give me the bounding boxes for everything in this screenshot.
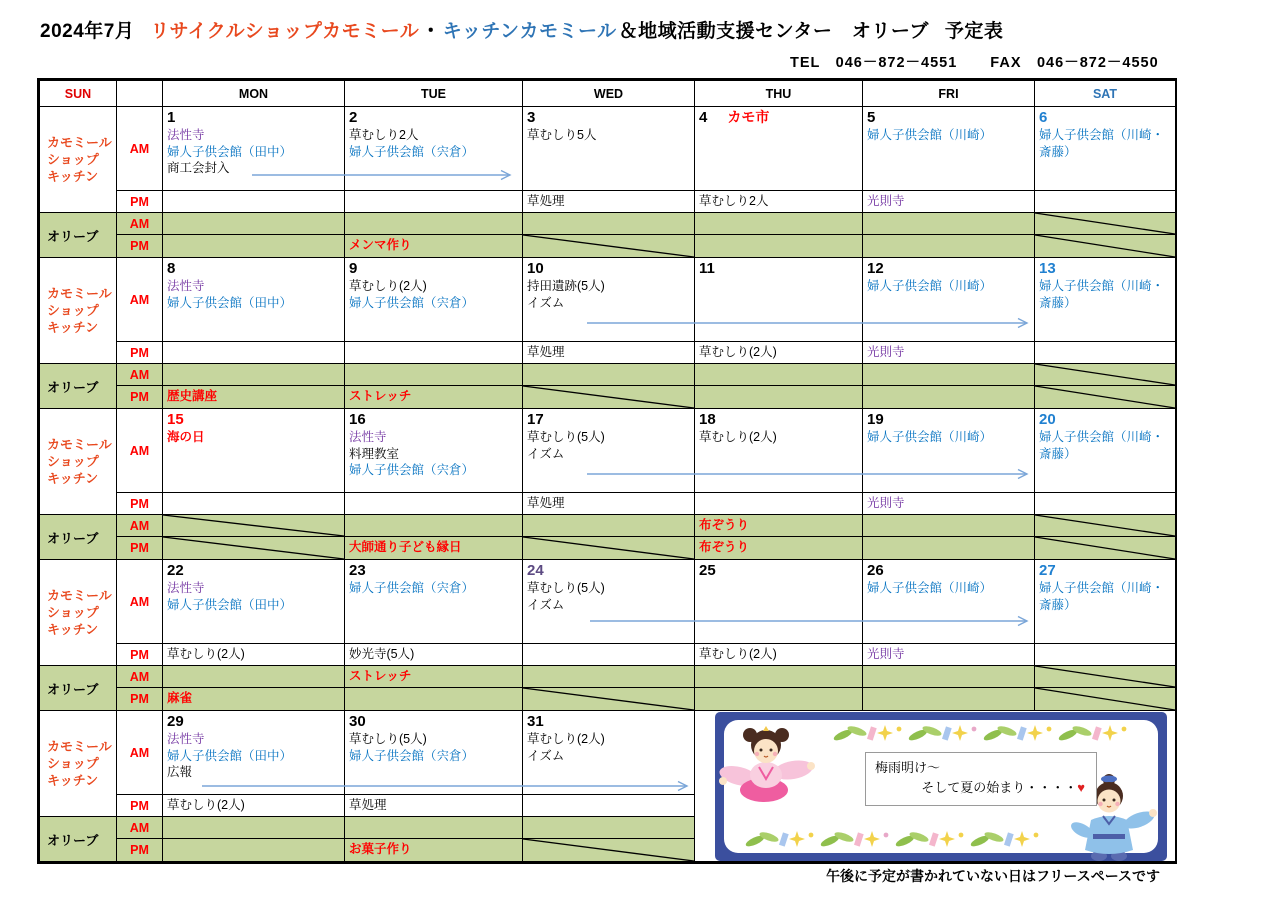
cell-w2-oam-tue [345, 364, 523, 386]
pm-label-w1: PM [117, 191, 163, 213]
cell-w4-pm-fri: 光則寺 [863, 644, 1035, 666]
cell-w2-opm-tue: ストレッチ [345, 386, 523, 409]
crossed-out-line [163, 515, 344, 536]
cell-w2-oam-sat [1035, 364, 1176, 386]
header-mon: MON [163, 81, 345, 107]
message-box [865, 752, 1097, 806]
header-fri: FRI [863, 81, 1035, 107]
olive-pm-label-w3: PM [117, 537, 163, 560]
cell-w4-oam-tue: ストレッチ [345, 666, 523, 688]
cell-w2-oam-wed [523, 364, 695, 386]
olive-pm-label-w2: PM [117, 386, 163, 409]
cell-w1-am-thu: 4 カモ市 [695, 107, 863, 191]
crossed-out-line [523, 839, 694, 861]
am-label-w2: AM [117, 258, 163, 342]
olive-am-label-w2: AM [117, 364, 163, 386]
cell-w4-opm-sat [1035, 688, 1176, 711]
group-label-camomile-w5: カモミール ショップ キッチン [40, 711, 117, 817]
cell-w3-pm-thu [695, 493, 863, 515]
cell-w4-am-fri: 26 婦人子供会館（川崎） [863, 560, 1035, 644]
cell-w4-opm-fri [863, 688, 1035, 711]
cell-w2-am-tue: 9 草むしり(2人) 婦人子供会館（宍倉） [345, 258, 523, 342]
cell-w2-pm-fri: 光則寺 [863, 342, 1035, 364]
cell-w5-pm-wed [523, 795, 695, 817]
cell-w1-am-sat: 6 婦人子供会館（川崎・斎藤） [1035, 107, 1176, 191]
cell-w2-opm-thu [695, 386, 863, 409]
cell-w4-pm-thu: 草むしり(2人) [695, 644, 863, 666]
crossed-out-line [523, 235, 694, 257]
pm-label-w4: PM [117, 644, 163, 666]
am-label-w3: AM [117, 409, 163, 493]
crossed-out-line [1035, 235, 1175, 257]
cell-w5-pm-tue: 草処理 [345, 795, 523, 817]
cell-w1-pm-wed: 草処理 [523, 191, 695, 213]
cell-w1-oam-tue [345, 213, 523, 235]
title-sep: ・ [421, 21, 441, 42]
cell-w3-pm-tue [345, 493, 523, 515]
cell-w3-oam-mon [163, 515, 345, 537]
header-sun: SUN [40, 81, 117, 107]
header-wed: WED [523, 81, 695, 107]
title-shop: リサイクルショップカモミール [150, 21, 420, 42]
cell-w1-am-fri: 5 婦人子供会館（川崎） [863, 107, 1035, 191]
cell-w3-oam-tue [345, 515, 523, 537]
cell-w1-oam-mon [163, 213, 345, 235]
title-suffix: 予定表 [944, 21, 1004, 42]
cell-w4-opm-wed [523, 688, 695, 711]
cell-w2-am-mon: 8 法性寺 婦人子供会館（田中） [163, 258, 345, 342]
cell-w1-opm-tue: メンマ作り [345, 235, 523, 258]
cell-w2-am-sat: 13 婦人子供会館（川崎・斎藤） [1035, 258, 1176, 342]
bamboo-decoration-top [833, 722, 1133, 746]
cell-w3-opm-tue: 大師通り子ども縁日 [345, 537, 523, 560]
cell-w2-pm-wed: 草処理 [523, 342, 695, 364]
cell-w3-oam-wed [523, 515, 695, 537]
cell-w2-am-thu: 11 [695, 258, 863, 342]
header-thu: THU [695, 81, 863, 107]
cell-w3-oam-thu: 布ぞうり [695, 515, 863, 537]
olive-pm-label-w5: PM [117, 839, 163, 862]
group-label-olive-w2: オリーブ [40, 364, 117, 409]
cell-w3-pm-fri: 光則寺 [863, 493, 1035, 515]
cell-w3-opm-sat [1035, 537, 1176, 560]
cell-w3-oam-sat [1035, 515, 1176, 537]
group-label-camomile-w3: カモミール ショップ キッチン [40, 409, 117, 515]
cell-w2-pm-tue [345, 342, 523, 364]
pm-label-w2: PM [117, 342, 163, 364]
cell-w3-pm-mon [163, 493, 345, 515]
tanabata-picture-area [695, 711, 1176, 862]
crossed-out-line [1035, 515, 1175, 536]
cell-w5-oam-mon [163, 817, 345, 839]
cell-w4-oam-mon [163, 666, 345, 688]
olive-am-label-w4: AM [117, 666, 163, 688]
title-center: ＆地域活動支援センター オリーブ [618, 21, 929, 42]
message-line2: そして夏の始まり・・・・♥ [921, 780, 1085, 795]
bamboo-decoration-bottom [745, 828, 1045, 852]
header-tue: TUE [345, 81, 523, 107]
crossed-out-line [1035, 688, 1175, 710]
cell-w4-oam-wed [523, 666, 695, 688]
heart-icon: ♥ [1077, 780, 1085, 795]
cell-w5-oam-wed [523, 817, 695, 839]
page-title [40, 16, 1005, 43]
crossed-out-line [1035, 364, 1175, 385]
cell-w5-opm-tue: お菓子作り [345, 839, 523, 862]
crossed-out-line [1035, 666, 1175, 687]
cell-w3-oam-fri [863, 515, 1035, 537]
kamo-market-label: カモ市 [727, 109, 770, 125]
message-line1: 梅雨明け～ [875, 760, 941, 775]
cell-w1-pm-fri: 光則寺 [863, 191, 1035, 213]
cell-w1-pm-sat [1035, 191, 1176, 213]
cell-w2-opm-sat [1035, 386, 1176, 409]
cell-w2-pm-mon [163, 342, 345, 364]
cell-w3-am-fri: 19 婦人子供会館（川崎） [863, 409, 1035, 493]
cell-w1-am-mon: 1 法性寺 婦人子供会館（田中） 商工会封入 [163, 107, 345, 191]
cell-w4-oam-fri [863, 666, 1035, 688]
cell-w4-pm-tue: 妙光寺(5人) [345, 644, 523, 666]
cell-w1-oam-sat [1035, 213, 1176, 235]
cell-w4-oam-thu [695, 666, 863, 688]
pm-label-w5: PM [117, 795, 163, 817]
cell-w3-am-thu: 18 草むしり(2人) [695, 409, 863, 493]
cell-w2-oam-mon [163, 364, 345, 386]
cell-w1-opm-fri [863, 235, 1035, 258]
cell-w2-oam-thu [695, 364, 863, 386]
title-month: 2024年7月 [40, 21, 135, 42]
cell-w3-am-wed: 17 草むしり(5人) イズム [523, 409, 695, 493]
crossed-out-line [1035, 537, 1175, 559]
cell-w4-opm-mon: 麻雀 [163, 688, 345, 711]
cell-w2-oam-fri [863, 364, 1035, 386]
olive-pm-label-w1: PM [117, 235, 163, 258]
am-label-w1: AM [117, 107, 163, 191]
cell-w3-opm-mon [163, 537, 345, 560]
group-label-camomile-w2: カモミール ショップ キッチン [40, 258, 117, 364]
cell-w4-opm-thu [695, 688, 863, 711]
cell-w4-am-wed: 24 草むしり(5人) イズム [523, 560, 695, 644]
cell-w1-opm-sat [1035, 235, 1176, 258]
cell-w2-opm-mon: 歴史講座 [163, 386, 345, 409]
am-label-w5: AM [117, 711, 163, 795]
cell-w1-pm-tue [345, 191, 523, 213]
header-sat: SAT [1035, 81, 1176, 107]
cell-w5-am-tue: 30 草むしり(5人) 婦人子供会館（宍倉） [345, 711, 523, 795]
cell-w2-pm-sat [1035, 342, 1176, 364]
pm-label-w3: PM [117, 493, 163, 515]
cell-w5-am-mon: 29 法性寺 婦人子供会館（田中） 広報 [163, 711, 345, 795]
cell-w2-opm-wed [523, 386, 695, 409]
cell-w3-opm-fri [863, 537, 1035, 560]
crossed-out-line [523, 688, 694, 710]
cell-w3-am-sat: 20 婦人子供会館（川崎・斎藤） [1035, 409, 1176, 493]
header-empty [117, 81, 163, 107]
tel-number: TEL 046－872－4551 [790, 55, 958, 71]
crossed-out-line [523, 386, 694, 408]
group-label-camomile-w1: カモミール ショップ キッチン [40, 107, 117, 213]
fax-number: FAX 046－872－4550 [990, 55, 1159, 71]
cell-w1-am-wed: 3 草むしり5人 [523, 107, 695, 191]
cell-w4-am-mon: 22 法性寺 婦人子供会館（田中） [163, 560, 345, 644]
tanabata-illustration [715, 712, 1167, 861]
cell-w2-am-wed: 10 持田遺跡(5人) イズム [523, 258, 695, 342]
crossed-out-line [163, 537, 344, 559]
cell-w1-opm-wed [523, 235, 695, 258]
schedule-table [39, 80, 1176, 862]
cell-w3-opm-thu: 布ぞうり [695, 537, 863, 560]
cell-w1-oam-fri [863, 213, 1035, 235]
cell-w1-opm-thu [695, 235, 863, 258]
am-label-w4: AM [117, 560, 163, 644]
cell-w2-am-fri: 12 婦人子供会館（川崎） [863, 258, 1035, 342]
olive-pm-label-w4: PM [117, 688, 163, 711]
contact-line [790, 51, 1159, 72]
olive-am-label-w3: AM [117, 515, 163, 537]
crossed-out-line [1035, 386, 1175, 408]
cell-w3-opm-wed [523, 537, 695, 560]
group-label-olive-w1: オリーブ [40, 213, 117, 258]
cell-w4-pm-mon: 草むしり(2人) [163, 644, 345, 666]
olive-am-label-w1: AM [117, 213, 163, 235]
cell-w5-oam-tue [345, 817, 523, 839]
cell-w5-pm-mon: 草むしり(2人) [163, 795, 345, 817]
cell-w1-oam-wed [523, 213, 695, 235]
cell-w4-oam-sat [1035, 666, 1176, 688]
free-space-note: 午後に予定が書かれていない日はフリースペースです [825, 868, 1160, 884]
group-label-olive-w5: オリーブ [40, 817, 117, 862]
title-kitchen: キッチンカモミール [442, 21, 617, 42]
cell-w1-opm-mon [163, 235, 345, 258]
cell-w4-am-sat: 27 婦人子供会館（川崎・斎藤） [1035, 560, 1176, 644]
group-label-camomile-w4: カモミール ショップ キッチン [40, 560, 117, 666]
crossed-out-line [1035, 213, 1175, 234]
cell-w1-pm-mon [163, 191, 345, 213]
crossed-out-line [523, 537, 694, 559]
cell-w1-am-tue: 2 草むしり2人 婦人子供会館（宍倉） [345, 107, 523, 191]
cell-w4-am-thu: 25 [695, 560, 863, 644]
olive-am-label-w5: AM [117, 817, 163, 839]
cell-w4-opm-tue [345, 688, 523, 711]
header-row [40, 81, 1176, 107]
cell-w4-pm-sat [1035, 644, 1176, 666]
cell-w1-oam-thu [695, 213, 863, 235]
cell-w5-opm-wed [523, 839, 695, 862]
calendar-table-wrapper [37, 78, 1177, 864]
orihime-illustration [719, 720, 819, 812]
cell-w3-pm-sat [1035, 493, 1176, 515]
cell-w3-am-tue: 16 法性寺 料理教室 婦人子供会館（宍倉） [345, 409, 523, 493]
cell-w3-pm-wed: 草処理 [523, 493, 695, 515]
group-label-olive-w3: オリーブ [40, 515, 117, 560]
cell-w4-pm-wed [523, 644, 695, 666]
cell-w5-opm-mon [163, 839, 345, 862]
cell-w4-am-tue: 23 婦人子供会館（宍倉） [345, 560, 523, 644]
cell-w3-am-mon: 15 海の日 [163, 409, 345, 493]
cell-w5-am-wed: 31 草むしり(2人) イズム [523, 711, 695, 795]
cell-w1-pm-thu: 草むしり2人 [695, 191, 863, 213]
group-label-olive-w4: オリーブ [40, 666, 117, 711]
cell-w2-pm-thu: 草むしり(2人) [695, 342, 863, 364]
cell-w2-opm-fri [863, 386, 1035, 409]
